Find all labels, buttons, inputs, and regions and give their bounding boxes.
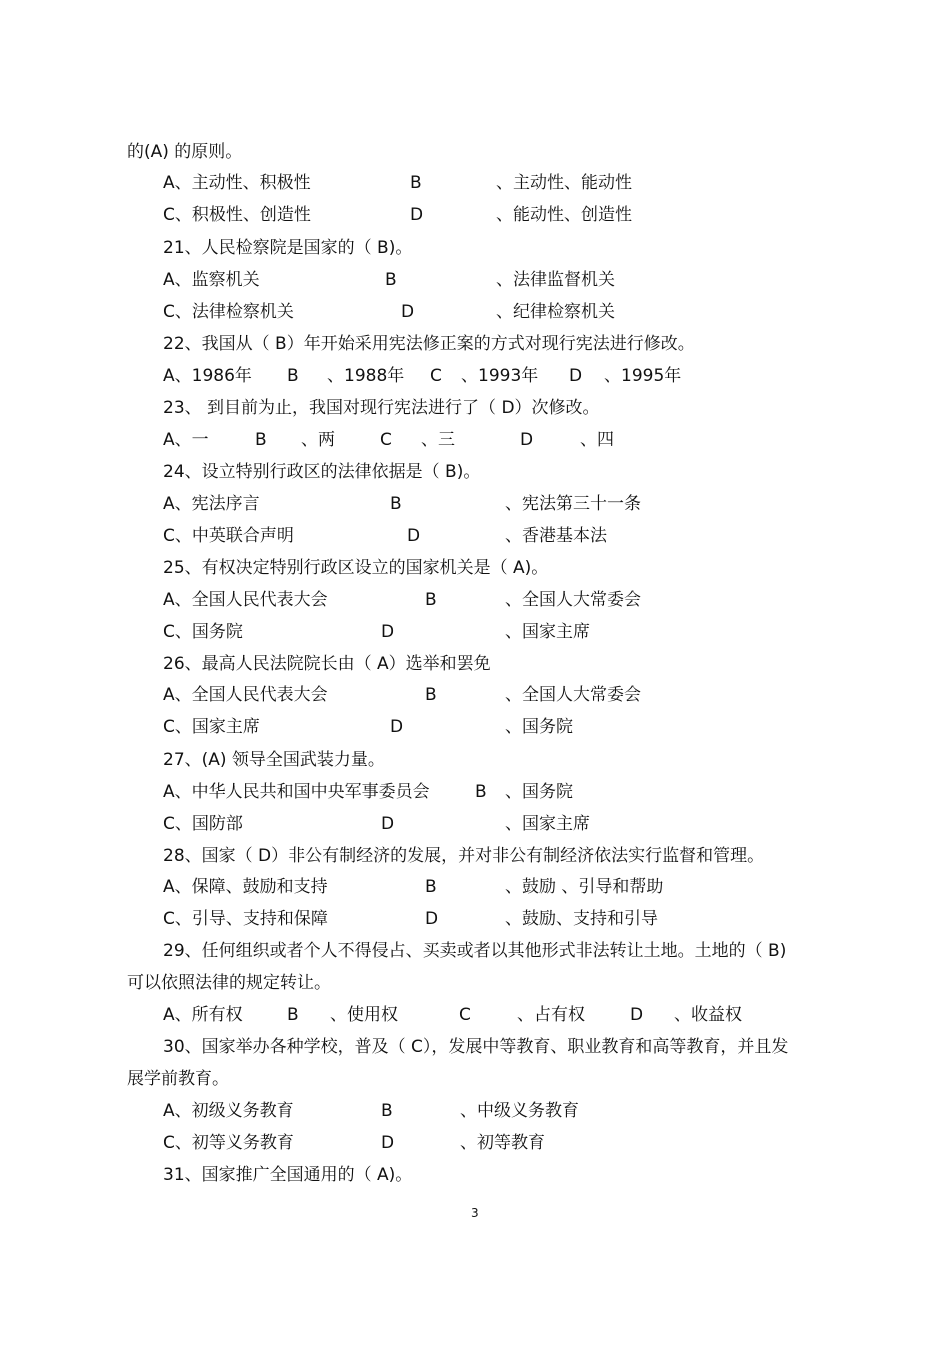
text-segment: D [407, 526, 421, 546]
text-segment: D [410, 205, 424, 225]
text-segment: 、占有权 [517, 1005, 585, 1025]
text-segment: A、一 [163, 430, 209, 450]
text-segment: C、中英联合声明 [163, 526, 294, 546]
text-segment: 、主动性、能动性 [496, 173, 632, 193]
text-segment: 22、我国从（ B）年开始采用宪法修正案的方式对现行宪法进行修改。 [163, 334, 695, 354]
text-segment: C [459, 1005, 471, 1025]
text-segment: C、初等义务教育 [163, 1133, 294, 1153]
text-segment: D [425, 909, 439, 929]
text-segment: 、国家主席 [505, 622, 590, 642]
text-segment: B [410, 173, 422, 193]
text-segment: C、国务院 [163, 622, 243, 642]
text-segment: D [381, 622, 395, 642]
text-segment: 、初等教育 [460, 1133, 545, 1153]
text-segment: B [425, 685, 437, 705]
text-segment: A、初级义务教育 [163, 1101, 294, 1121]
text-segment: A、中华人民共和国中央军事委员会 [163, 782, 430, 802]
text-segment: B [425, 590, 437, 610]
text-segment: C、法律检察机关 [163, 302, 294, 322]
text-segment: 23、 到目前为止，我国对现行宪法进行了（ D）次修改。 [163, 398, 600, 418]
text-segment: 28、国家（ D）非公有制经济的发展，并对非公有制经济依法实行监督和管理。 [163, 846, 765, 866]
text-segment: A、宪法序言 [163, 494, 260, 514]
text-segment: 、宪法第三十一条 [505, 494, 641, 514]
text-segment: A、监察机关 [163, 270, 260, 290]
text-segment: 展学前教育。 [127, 1069, 229, 1089]
text-segment: C、积极性、创造性 [163, 205, 311, 225]
text-segment: C、引导、支持和保障 [163, 909, 328, 929]
text-segment: C [380, 430, 392, 450]
text-segment: 26、最高人民法院院长由（ A）选举和罢免 [163, 654, 491, 674]
text-segment: 、1995年 [604, 366, 682, 386]
text-segment: 、收益权 [674, 1005, 742, 1025]
text-segment: C、国防部 [163, 814, 243, 834]
text-segment: 30、国家举办各种学校，普及（ C），发展中等教育、职业教育和高等教育，并且发 [163, 1037, 789, 1057]
text-segment: D [381, 1133, 395, 1153]
text-segment: 、使用权 [330, 1005, 398, 1025]
text-segment: 、全国人大常委会 [505, 685, 641, 705]
text-segment: B [287, 1005, 299, 1025]
text-segment: 25、有权决定特别行政区设立的国家机关是（ A)。 [163, 558, 549, 578]
text-segment: 21、人民检察院是国家的（ B)。 [163, 238, 413, 258]
text-segment: 、鼓励、支持和引导 [505, 909, 658, 929]
text-segment: C、国家主席 [163, 717, 260, 737]
text-segment: B [425, 877, 437, 897]
text-segment: 24、设立特别行政区的法律依据是（ B)。 [163, 462, 481, 482]
text-segment: 、能动性、创造性 [496, 205, 632, 225]
text-segment: 、三 [421, 430, 455, 450]
text-segment: D [381, 814, 395, 834]
text-segment: 、纪律检察机关 [496, 302, 615, 322]
text-segment: 、中级义务教育 [460, 1101, 579, 1121]
text-segment: A、全国人民代表大会 [163, 590, 328, 610]
text-segment: D [390, 717, 404, 737]
text-segment: A、主动性、积极性 [163, 173, 311, 193]
text-segment: 的(A) 的原则。 [127, 142, 243, 162]
text-segment: A、所有权 [163, 1005, 243, 1025]
text-segment: 、国务院 [505, 782, 573, 802]
text-segment: C [430, 366, 442, 386]
text-segment: 、法律监督机关 [496, 270, 615, 290]
text-segment: B [385, 270, 397, 290]
text-segment: 31、国家推广全国通用的（ A)。 [163, 1165, 413, 1185]
text-segment: B [381, 1101, 393, 1121]
text-segment: 、国家主席 [505, 814, 590, 834]
text-segment: D [630, 1005, 644, 1025]
text-segment: 29、任何组织或者个人不得侵占、买卖或者以其他形式非法转让土地。土地的（ B) [163, 941, 787, 961]
text-segment: 、1993年 [461, 366, 539, 386]
text-segment: 、香港基本法 [505, 526, 607, 546]
text-segment: 、1988年 [327, 366, 405, 386]
text-segment: B [287, 366, 299, 386]
text-segment: A、1986年 [163, 366, 252, 386]
text-segment: A、保障、鼓励和支持 [163, 877, 328, 897]
text-segment: D [401, 302, 415, 322]
text-segment: A、全国人民代表大会 [163, 685, 328, 705]
text-segment: B [475, 782, 487, 802]
text-segment: 可以依照法律的规定转让。 [127, 973, 331, 993]
text-segment: B [390, 494, 402, 514]
text-segment: 27、(A) 领导全国武装力量。 [163, 750, 385, 770]
text-segment: D [569, 366, 583, 386]
text-segment: B [255, 430, 267, 450]
text-segment: 、两 [301, 430, 335, 450]
text-segment: 、全国人大常委会 [505, 590, 641, 610]
page-number: 3 [471, 1206, 479, 1220]
text-segment: 、四 [580, 430, 614, 450]
text-segment: 、鼓励 、引导和帮助 [505, 877, 664, 897]
text-segment: 、国务院 [505, 717, 573, 737]
text-segment: D [520, 430, 534, 450]
